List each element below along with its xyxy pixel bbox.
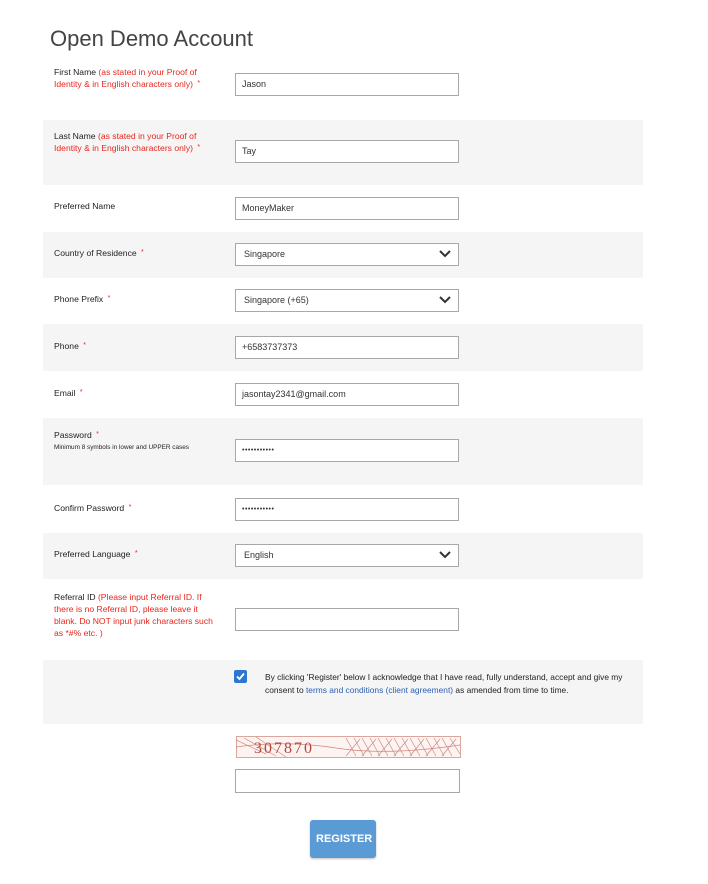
chevron-down-icon [439, 551, 451, 559]
preferred-name-label-text: Preferred Name [54, 201, 116, 211]
referral-note: (Please input Referral ID. If there is no Referral ID, please leave it blank. Do NOT input junk characters such as *#% etc. ) [54, 592, 213, 638]
email-label [54, 387, 214, 399]
required-marker: * [141, 249, 144, 256]
email-row [43, 371, 643, 418]
last-name-input[interactable]: Tay [235, 140, 459, 163]
password-row [43, 418, 643, 485]
required-marker: * [96, 431, 99, 438]
language-select-value: English [244, 550, 274, 560]
last-name-label-text: Last Name [54, 131, 96, 141]
phone-prefix-label-text: Phone Prefix [54, 294, 104, 304]
language-select[interactable] [235, 544, 459, 567]
preferred-name-label [54, 200, 214, 212]
chevron-down-icon [439, 296, 451, 304]
required-marker: * [83, 342, 86, 349]
required-marker: * [128, 504, 132, 511]
country-select-value: Singapore [244, 249, 286, 259]
consent-row [43, 660, 643, 724]
confirm-password-label-text: Confirm Password [54, 503, 125, 513]
first-name-note: (as stated in your Proof of Identity & in English characters only) [54, 67, 197, 89]
confirm-password-input[interactable]: ••••••••••• [235, 498, 459, 521]
country-label-text: Country of Residence [54, 248, 137, 258]
first-name-label-text: First Name [54, 67, 97, 77]
preferred-name-row [43, 185, 643, 232]
required-marker: * [134, 550, 138, 557]
last-name-row [43, 120, 643, 185]
captcha-input[interactable] [235, 769, 460, 793]
language-label-text: Preferred Language [54, 549, 131, 559]
country-row [43, 232, 643, 278]
country-label [54, 247, 214, 259]
email-label-text: Email [54, 388, 76, 398]
chevron-down-icon [439, 250, 451, 258]
password-hint: Minimum 8 symbols in lower and UPPER cases [54, 444, 189, 451]
confirm-password-row [43, 485, 643, 533]
page-title: Open Demo Account [50, 26, 254, 51]
first-name-label [54, 66, 214, 90]
language-row [43, 533, 643, 579]
phone-prefix-select[interactable] [235, 289, 459, 312]
consent-text-after: as amended from time to time. [453, 684, 569, 695]
last-name-note: (as stated in your Proof of Identity & in English characters only) [54, 131, 197, 153]
consent-text [265, 671, 637, 696]
referral-row [43, 579, 643, 659]
first-name-input[interactable]: Jason [235, 73, 459, 96]
referral-input[interactable] [235, 608, 459, 631]
checkmark-icon [234, 670, 247, 683]
terms-link[interactable]: terms and conditions (client agreement) [305, 684, 454, 695]
phone-input[interactable]: +6583737373 [235, 336, 459, 359]
language-label [54, 548, 214, 560]
phone-label-text: Phone [54, 341, 79, 351]
phone-row [43, 324, 643, 371]
referral-label-text: Referral ID [54, 592, 96, 602]
first-name-row [43, 60, 643, 115]
password-label [54, 429, 214, 453]
referral-label [54, 591, 214, 639]
consent-checkbox[interactable] [234, 670, 247, 683]
confirm-password-label [54, 502, 214, 514]
required-marker: * [107, 295, 111, 302]
consent-text-before: By clicking 'Register' below I acknowledge that I have read, fully understand, accept and give my consent to [265, 672, 623, 695]
country-select[interactable] [235, 243, 459, 266]
phone-prefix-label [54, 293, 214, 305]
password-input[interactable]: ••••••••••• [235, 439, 459, 462]
email-input[interactable]: jasontay2341@gmail.com [235, 383, 459, 406]
captcha-image [236, 736, 461, 758]
required-marker: * [79, 389, 83, 396]
register-button[interactable]: REGISTER [310, 820, 376, 858]
phone-prefix-select-value: Singapore (+65) [244, 295, 309, 305]
password-label-text: Password [54, 430, 92, 440]
preferred-name-input[interactable]: MoneyMaker [235, 197, 459, 220]
last-name-label [54, 130, 214, 154]
captcha-code: 307870 [254, 740, 314, 757]
phone-label [54, 340, 214, 352]
phone-prefix-row [43, 278, 643, 324]
required-marker: * [197, 144, 201, 151]
required-marker: * [197, 80, 201, 87]
